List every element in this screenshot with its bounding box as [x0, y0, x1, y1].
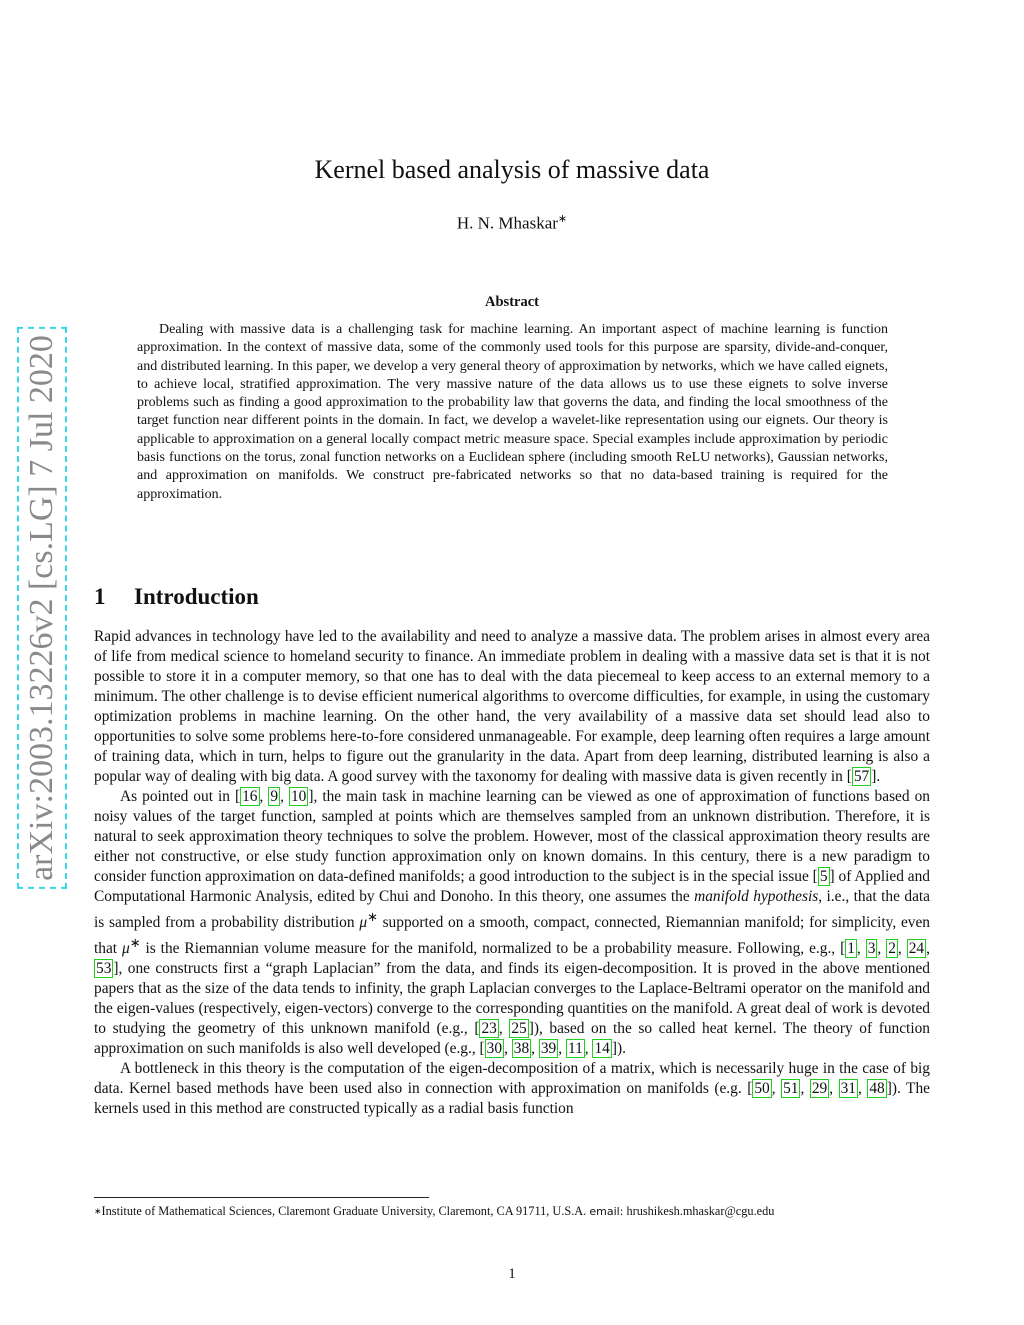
citation-link[interactable]: 23: [481, 1020, 497, 1038]
paragraph-3: A bottleneck in this theory is the computation of the eigen-decomposition of a matrix, which is necessarily huge in the case of big data. Kernel based methods have been used also in connection with approximation on manifolds (e.g. [ 50 , 51 , 29 , 31 , 48 ]). The kernels used in this method are constructed typically as a radial basis function: [94, 1060, 930, 1118]
arxiv-stamp: [17, 334, 67, 881]
citation-link[interactable]: 5: [819, 868, 828, 885]
citation-link[interactable]: 51: [783, 1080, 799, 1098]
footnote-mark: ∗: [94, 1206, 102, 1216]
author-line: [0, 212, 1024, 234]
math-star: ∗: [367, 910, 378, 924]
footnote: [94, 1203, 930, 1220]
math-star: ∗: [129, 936, 141, 951]
citation-link[interactable]: 31: [840, 1080, 856, 1098]
page-number: 1: [508, 1266, 516, 1282]
footnote-affiliation: Institute of Mathematical Sciences, Claremont Graduate University, Claremont, CA 91711, U.S.A.: [101, 1204, 587, 1218]
citation-link[interactable]: 38: [513, 1040, 530, 1058]
arxiv-id[interactable]: arXiv:2003.13226v2 [cs.LG] 7 Jul 2020: [23, 334, 60, 881]
section-number: 1: [94, 584, 106, 609]
citation-link[interactable]: 14: [594, 1040, 610, 1058]
abstract-heading: Abstract: [485, 294, 539, 310]
math-mu: μ: [122, 940, 130, 958]
citation-link[interactable]: 24: [908, 940, 925, 958]
email-label: email:: [589, 1205, 624, 1218]
citation-link[interactable]: 29: [811, 1080, 828, 1098]
citation-link[interactable]: 11: [567, 1040, 583, 1058]
citation-link[interactable]: 2: [888, 940, 896, 958]
citation-link[interactable]: 3: [867, 940, 876, 958]
citation-link[interactable]: 57: [853, 768, 870, 785]
email-address[interactable]: hrushikesh.mhaskar@cgu.edu: [626, 1204, 775, 1218]
section-heading: [94, 584, 259, 610]
math-mu: μ: [359, 914, 368, 932]
body-text: [94, 627, 930, 1119]
citation-link[interactable]: 48: [869, 1080, 885, 1098]
footnote-rule: [94, 1197, 429, 1198]
author-footnote-mark[interactable]: ∗: [557, 213, 568, 225]
citation-link[interactable]: 9: [270, 788, 279, 805]
paragraph-2: As pointed out in [ 16 , 9 , 10 ], the main task in machine learning can be viewed as one of approximation of functions based on noisy values of the target function, sampled at points which are themselves sampled from an unknown distribution. Therefore, it is natural to seek approximation theory techniques to solve the problem. However, most of the classical approximation theory results are either not constructive, or else study function approximation only on known domains. In this century, there is a new paradigm to consider function approximation on data-defined manifolds; a good introduction to the subject is in the special issue [ 5 ] of Applied and Computational Harmonic Analysis, edited by Chui and Donoho. In this theory, one assumes the manifold hypothesis, i.e., that the data is sampled from a probability distribution μ∗ supported on a smooth, compact, connected, Riemannian manifold; for simplicity, even that μ∗ is the Riemannian volume measure for the manifold, normalized to be a probability measure. Following, e.g., [ 1 , 3 , 2 , 24 , 53 ], one constructs first a “graph Laplacian” from the data, and finds its eigen-decomposition. It is proved in the above mentioned papers that as the size of the data tends to infinity, the graph Laplacian converges to the Laplace-Beltrami operator on the manifold and the eigen-values (respectively, eigen-vectors) converge to the corresponding quantities on the manifold. A great deal of work is devoted to studying the geometry of this unknown manifold (e.g., [ 23 , 25 ]), based on the so called heat kernel. The theory of function approximation on such manifolds is also well developed (e.g., [ 30 , 38 , 39 , 11 , 14 ]).: [94, 788, 931, 1058]
citation-link[interactable]: 39: [540, 1040, 557, 1058]
citation-link[interactable]: 30: [486, 1040, 503, 1058]
citation-link[interactable]: 25: [511, 1020, 527, 1038]
abstract-text: Dealing with massive data is a challenging task for machine learning. An important aspect of machine learning is function approximation. In the context of massive data, some of the commonly used tools for this purpose are sparsity, divide-and-conquer, and distributed learning. In this paper, we develop a very general theory of approximation by networks, which we have called eignets, to achieve local, stratified approximation. The very massive nature of the data allows us to use these eignets to solve inverse problems such as finding a good approximation to the probability law that governs the data, and finding the local smoothness of the target function near different points in the domain. In fact, we develop a wavelet-like representation using our eignets. Our theory is applicable to approximation on a general locally compact metric measure space. Special examples include approximation by periodic basis functions on the torus, zonal function networks on a Euclidean sphere (including smooth ReLU networks), Gaussian networks, and approximation on manifolds. We construct pre-fabricated networks so that no data-based training is required for the approximation.: [137, 322, 888, 502]
section-title: Introduction: [134, 584, 259, 609]
citation-link[interactable]: 16: [242, 788, 258, 805]
paragraph-1: Rapid advances in technology have led to the availability and need to analyze a massive data. The problem arises in almost every area of life from medical science to homeland security to finance. An immediate problem in dealing with a massive data set is that it is not possible to store it in a computer memory, so that one has to deal with the data piecemeal to keep access to an external memory to a minimum. The other challenge is to devise efficient numerical algorithms to overcome difficulties, for example, in using the customary optimization problems in machine learning. On the other hand, the very availability of a massive data set should lead also to opportunities to solve some problems here-to-fore considered unmanageable. For example, deep learning often requires a large amount of training data, which in turn, helps to figure out the granularity in the data. Apart from deep learning, distributed learning is also a popular way of dealing with big data. A good survey with the taxonomy for dealing with massive data is given recently in [ 57 ].: [94, 628, 930, 785]
citation-link[interactable]: 10: [290, 788, 307, 805]
emphasis: manifold hypothesis: [694, 888, 819, 905]
citation-link[interactable]: 50: [754, 1080, 770, 1098]
paper-title: Kernel based analysis of massive data: [314, 155, 710, 184]
citation-link[interactable]: 53: [96, 960, 112, 978]
author-name: H. N. Mhaskar: [456, 213, 558, 233]
citation-link[interactable]: 1: [847, 940, 855, 958]
